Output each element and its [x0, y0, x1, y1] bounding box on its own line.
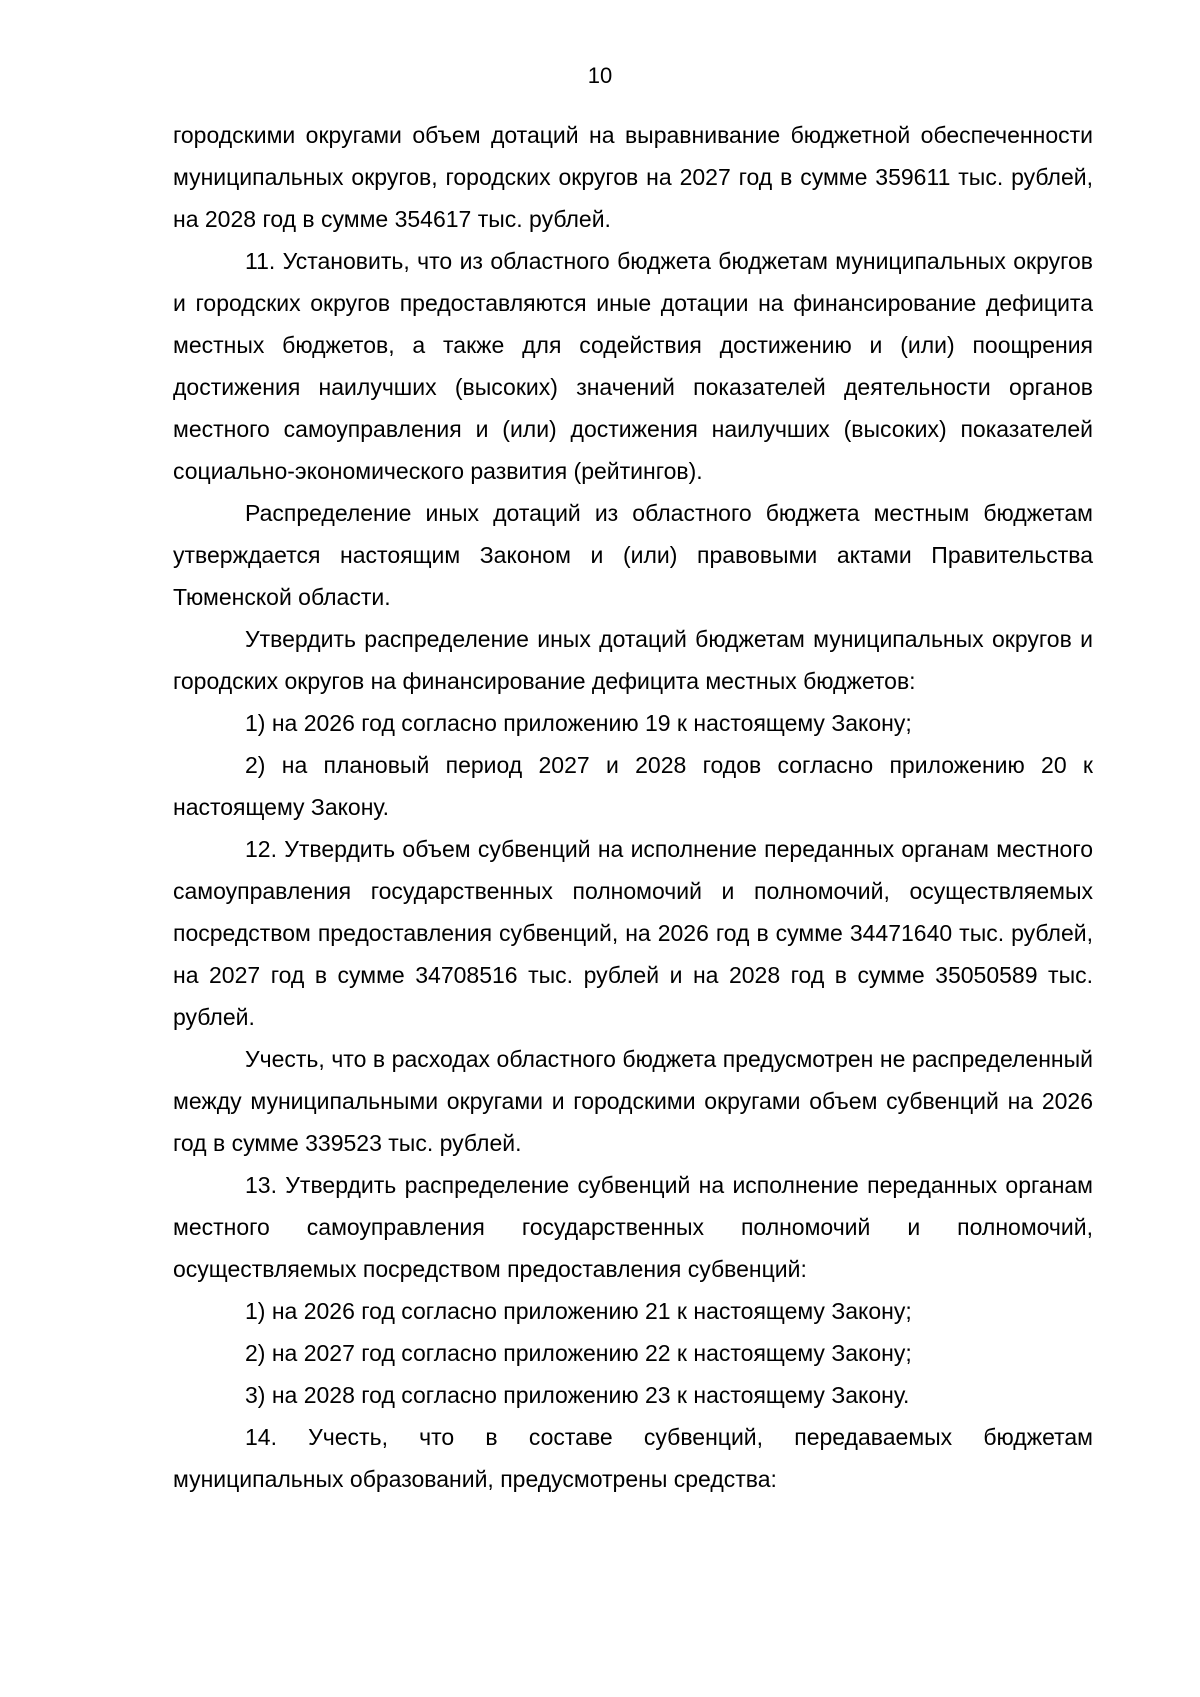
list-item-2027-2028-appendix-20: 2) на плановый период 2027 и 2028 годов согласно приложению 20 к настоящему Закону. [173, 752, 1093, 820]
paragraph-item-12: 12. Утвердить объем субвенций на исполнение переданных органам местного самоуправления государственных полномочий и полномочий, осуществляемых посредством предоставления субвенций, на 2026 год в сумме 34471640 тыс. рублей, на 2027 год в сумме 34708516 тыс. рублей и на 2028 год в сумме 35050589 тыс. рублей. [173, 836, 1093, 1030]
paragraph-distribution-note: Распределение иных дотаций из областного бюджета местным бюджетам утверждается настоящим Законом и (или) правовыми актами Правительства Тюменской области. [173, 500, 1093, 610]
list-item-2026-appendix-21: 1) на 2026 год согласно приложению 21 к настоящему Закону; [245, 1298, 912, 1324]
paragraph-continuation: городскими округами объем дотаций на выравнивание бюджетной обеспеченности муниципальных округов, городских округов на 2027 год в сумме 359611 тыс. рублей, на 2028 год в сумме 354617 тыс. рублей. [173, 122, 1093, 232]
paragraph-item-13: 13. Утвердить распределение субвенций на исполнение переданных органам местного самоуправления государственных полномочий и полномочий, осуществляемых посредством предоставления субвенций: [173, 1172, 1093, 1282]
page-number: 10 [587, 63, 613, 88]
document-body [173, 114, 1093, 1500]
paragraph-undistributed-subventions: Учесть, что в расходах областного бюджета предусмотрен не распределенный между муниципальными округами и городскими округами объем субвенций на 2026 год в сумме 339523 тыс. рублей. [173, 1046, 1093, 1156]
list-item-2027-appendix-22: 2) на 2027 год согласно приложению 22 к настоящему Закону; [245, 1340, 912, 1366]
paragraph-item-11: 11. Установить, что из областного бюджета бюджетам муниципальных округов и городских округов предоставляются иные дотации на финансирование дефицита местных бюджетов, а также для содействия достижению и (или) поощрения достижения наилучших (высоких) значений показателей деятельности органов местного самоуправления и (или) достижения наилучших (высоких) показателей социально-экономического развития (рейтингов). [173, 248, 1093, 484]
paragraph-approve-distribution: Утвердить распределение иных дотаций бюджетам муниципальных округов и городских округов на финансирование дефицита местных бюджетов: [173, 626, 1093, 694]
list-item-2028-appendix-23: 3) на 2028 год согласно приложению 23 к настоящему Закону. [245, 1382, 910, 1408]
list-item-2026-appendix-19: 1) на 2026 год согласно приложению 19 к настоящему Закону; [245, 710, 912, 736]
paragraph-item-14: 14. Учесть, что в составе субвенций, передаваемых бюджетам муниципальных образований, предусмотрены средства: [173, 1424, 1093, 1492]
